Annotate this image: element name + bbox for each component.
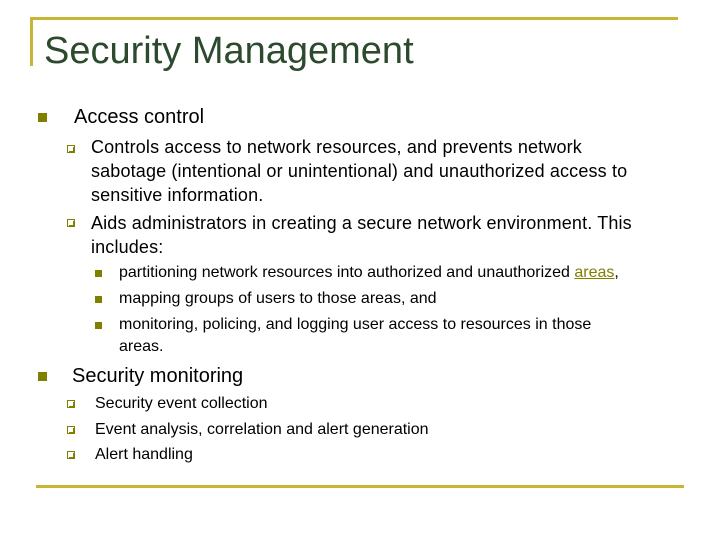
sub-item-partitioning-text: partitioning network resources into authorized and unauthorized [119,264,575,281]
access-item-1-line-1: Controls access to network resources, and prevents network [91,137,582,157]
bullet-square-icon [95,296,102,303]
monitoring-item-3: Alert handling [95,446,193,463]
frame-left-rule [30,17,33,66]
bullet-square-icon [38,372,47,381]
bullet-hollow-square-icon [67,451,75,459]
access-item-1-line-2: sabotage (intentional or unintentional) and unauthorized access to [91,161,628,181]
bullet-square-icon [95,322,102,329]
monitoring-item-2: Event analysis, correlation and alert generation [95,421,429,438]
sub-item-mapping: mapping groups of users to those areas, and [119,290,437,307]
frame-bottom-rule [36,485,684,488]
access-item-2-line-2: includes: [91,237,164,257]
sub-item-partitioning-comma: , [614,264,619,281]
areas-link[interactable]: areas [574,264,615,281]
bullet-square-icon [38,113,47,122]
security-monitoring-heading: Security monitoring [72,365,244,387]
bullet-hollow-square-icon [67,426,75,434]
access-control-heading: Access control [74,106,205,128]
bullet-hollow-square-icon [67,400,75,408]
sub-item-partitioning [119,262,619,284]
monitoring-item-1: Security event collection [95,395,268,412]
bullet-hollow-square-icon [67,145,75,153]
access-item-1-line-3: sensitive information. [91,185,264,205]
bullet-square-icon [95,270,102,277]
sub-item-monitoring-line-2: areas. [119,338,164,355]
frame-top-rule [30,17,678,20]
bullet-hollow-square-icon [67,219,75,227]
slide-title: Security Management [44,30,414,72]
sub-item-monitoring-line-1: monitoring, policing, and logging user access to resources in those [119,316,592,333]
access-item-2-line-1: Aids administrators in creating a secure network environment. This [91,213,632,233]
